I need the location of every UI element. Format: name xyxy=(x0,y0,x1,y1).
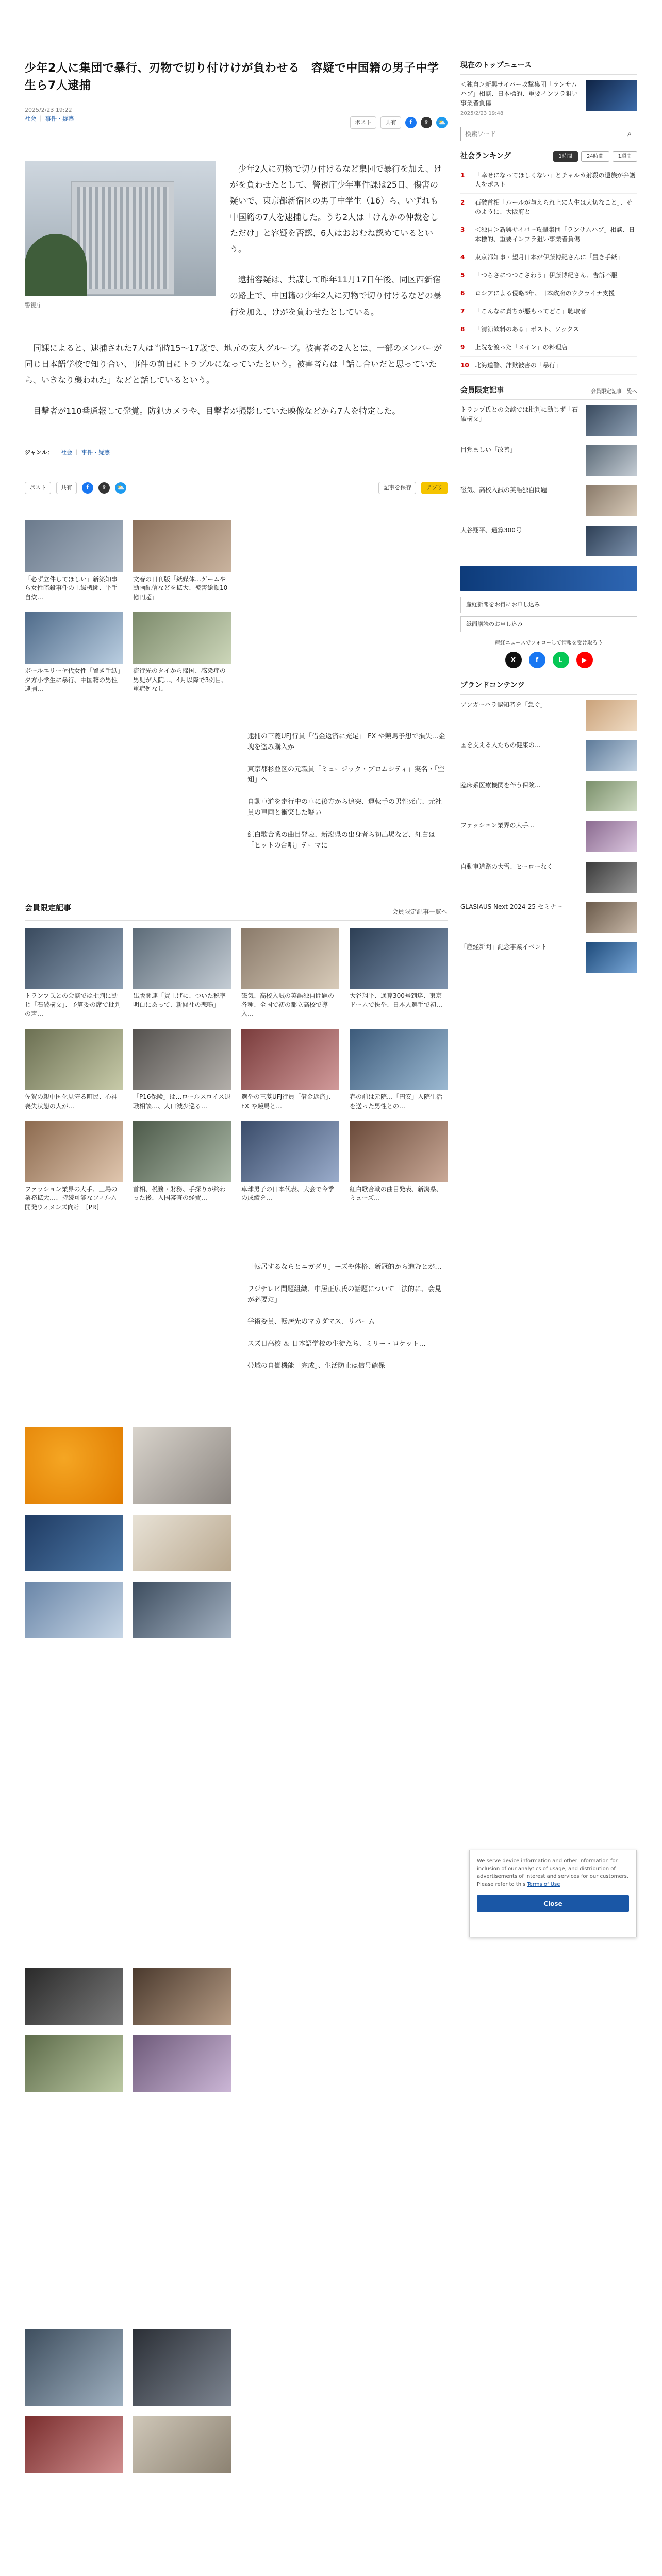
category-link-society[interactable]: 社会 xyxy=(25,115,36,122)
thumb-image xyxy=(25,1582,123,1638)
side-member-more[interactable]: 会員限定記事一覧へ xyxy=(591,389,637,395)
share-row xyxy=(350,116,448,129)
category-separator: ｜ xyxy=(38,115,44,122)
card-caption: 大谷翔平、通算300号到達、東京ドームで快挙、日本人選手で初… xyxy=(350,992,443,1009)
brand-item[interactable] xyxy=(460,700,637,731)
lower-thumb-card[interactable] xyxy=(25,2329,123,2406)
side-member-item[interactable] xyxy=(460,485,637,516)
side-news-image xyxy=(586,942,637,973)
member-section-header xyxy=(25,902,448,917)
related-thumb-grid xyxy=(25,520,231,693)
ranking-item[interactable] xyxy=(460,320,637,338)
ranking-item[interactable] xyxy=(460,248,637,266)
card-caption: 「P16保険」は…ロールスロイス退職相談…、人口減少巡る… xyxy=(133,1093,231,1110)
card-image xyxy=(25,928,123,989)
rank-number: 7 xyxy=(460,307,465,315)
ranking-item[interactable] xyxy=(460,194,637,221)
top-news-block xyxy=(460,60,637,117)
side-member-block xyxy=(460,385,637,556)
card-image xyxy=(350,928,448,989)
side-member-text: 磁気、高校入試の英語独自問題 xyxy=(460,486,548,494)
divider xyxy=(25,920,448,921)
ranking-item[interactable] xyxy=(460,284,637,302)
side-news-item[interactable] xyxy=(460,862,637,893)
tab-1h[interactable]: 1時間 xyxy=(553,151,578,162)
ranking-text: ロシアによる侵略3年、日本政府のウクライナ支援 xyxy=(475,289,615,297)
lower-thumb-card[interactable] xyxy=(25,1515,123,1571)
lower-thumb-card[interactable] xyxy=(133,2035,231,2092)
card-caption: トランプ氏との会談では批判に動じ「石破構文」、予算委の席で批判の声… xyxy=(25,992,121,1018)
card-image xyxy=(133,1121,231,1182)
card-caption: 佐賀の親中国化見守る町民、心神喪失状態の人が… xyxy=(25,1093,118,1110)
paper-subscribe-link[interactable]: 紙面購読のお申し込み xyxy=(460,616,637,633)
top-news-image xyxy=(586,80,637,111)
category-link-incident[interactable]: 事件・疑惑 xyxy=(45,115,74,122)
card-image xyxy=(25,1121,123,1182)
card-caption: 春の前は元院…「円安」入院生活を送った男性との… xyxy=(350,1093,443,1110)
top-news-date: 2025/2/23 19:48 xyxy=(460,111,504,117)
rank-number: 5 xyxy=(460,271,465,279)
thumb-image xyxy=(25,2035,123,2092)
lower-thumb-card[interactable] xyxy=(133,1427,231,1504)
thumb-image xyxy=(25,612,123,664)
side-news-text: 「産経新聞」記念事業イベント xyxy=(460,943,548,951)
ranking-list xyxy=(460,166,637,375)
rank-number: 1 xyxy=(460,171,465,179)
genre-label: ジャンル： xyxy=(25,449,53,456)
lower-thumb-card[interactable] xyxy=(25,1968,123,2025)
member-card[interactable] xyxy=(25,1121,123,1212)
thumb-image xyxy=(25,520,123,572)
card-image xyxy=(133,1029,231,1090)
article-paragraph: 目撃者が110番通報して発覚。防犯カメラや、目撃者が撮影していた映像などから7人を特定した。 xyxy=(33,405,401,416)
brand-item[interactable] xyxy=(460,781,637,811)
ranking-text: 「幸せになってほしくない」とチャルカ射殺の遺族が弁護人をポスト xyxy=(475,171,636,188)
thumb-image xyxy=(25,2416,123,2473)
ranking-item[interactable] xyxy=(460,338,637,357)
side-member-text: 大谷翔平、通算300号 xyxy=(460,527,522,534)
member-card[interactable] xyxy=(350,928,448,1019)
member-card[interactable] xyxy=(241,1121,339,1212)
article-action-row xyxy=(25,482,448,494)
article-header xyxy=(25,0,448,123)
side-news-text: GLASIAUS Next 2024-25 セミナー xyxy=(460,903,562,910)
promo-banner[interactable] xyxy=(460,566,637,591)
lower-thumb-card[interactable] xyxy=(25,1427,123,1504)
member-card[interactable] xyxy=(350,1121,448,1212)
genre-link[interactable]: 社会 xyxy=(61,449,73,456)
ranking-tabs xyxy=(553,151,637,162)
tree-illustration xyxy=(25,234,87,296)
ranking-text: 北海道警、詐欺被害の「暴行」 xyxy=(475,361,562,369)
brand-image xyxy=(586,700,637,731)
member-card[interactable] xyxy=(25,928,123,1019)
member-section xyxy=(25,902,448,1212)
side-news-item[interactable] xyxy=(460,902,637,933)
member-card[interactable] xyxy=(241,1029,339,1111)
save-article-button[interactable]: 記事を保存 xyxy=(378,482,416,494)
action-right xyxy=(378,482,448,494)
side-member-image xyxy=(586,405,637,436)
member-section-more-link[interactable]: 会員限定記事一覧へ xyxy=(391,908,448,916)
lower-thumb-card[interactable] xyxy=(133,1968,231,2025)
related-thumb-card[interactable] xyxy=(25,520,123,602)
side-news-block xyxy=(460,862,637,973)
card-caption: 選挙の三菱UFJ行員「借金返済」、FX や競馬と… xyxy=(241,1093,335,1110)
share-count-button[interactable]: 共有 xyxy=(380,116,401,129)
brand-item[interactable] xyxy=(460,740,637,771)
rank-number: 4 xyxy=(460,253,465,261)
ranking-item[interactable] xyxy=(460,266,637,284)
rank-number: 8 xyxy=(460,325,465,333)
side-member-title: 会員限定記事 xyxy=(460,386,504,395)
ranking-header xyxy=(460,150,637,162)
ranking-title: 社会ランキング xyxy=(460,152,511,161)
share-count-button-bottom[interactable]: 共有 xyxy=(56,482,77,494)
side-member-item[interactable] xyxy=(460,526,637,556)
lower-thumb-card[interactable] xyxy=(25,1582,123,1638)
article-date: 2025/2/23 19:22 xyxy=(25,107,72,114)
card-caption: 卓球男子の日本代表、大会で今季の成績を… xyxy=(241,1185,335,1202)
thumb-image xyxy=(133,612,231,664)
thumb-caption: ボールエリーヤ代女性「置き手紙」夕方小学生に暴行、中国籍の男性逮捕… xyxy=(25,667,121,692)
divider xyxy=(460,694,637,695)
article-title: 少年2人に集団で暴行、刃物で切り付けけが負わせる 容疑で中国籍の男子中学生ら7人逮捕 xyxy=(25,62,439,93)
side-news-item[interactable] xyxy=(460,942,637,973)
rank-number: 2 xyxy=(460,198,465,206)
side-member-image xyxy=(586,445,637,476)
mid-text-item[interactable]: スズ日高校 ＆ 日本語学校の生徒たち、ミリー・ロケット… xyxy=(247,1340,426,1348)
related-thumb-card[interactable] xyxy=(25,612,123,693)
rank-number: 9 xyxy=(460,343,465,351)
rank-number: 3 xyxy=(460,226,465,233)
youtube-icon[interactable]: ▶ xyxy=(576,652,593,668)
lower-thumb-card[interactable] xyxy=(133,2416,231,2473)
top-news-text: ＜独自＞新興サイバー攻撃集団「ランサムハブ」相談、日本標的、重要インフラ狙い事業者負傷 xyxy=(460,81,578,107)
ranking-item[interactable] xyxy=(460,221,637,248)
related-thumb-card[interactable] xyxy=(133,520,231,602)
ranking-text: 石破首相「ルールが与えられ上に人生は大切なこと」、そのように、大阪府と xyxy=(475,198,633,215)
brand-image xyxy=(586,740,637,771)
search-input[interactable] xyxy=(461,127,622,141)
card-caption: 紅白歌合戦の曲目発表、新潟県、ミューズ… xyxy=(350,1185,443,1202)
lower-thumb-card[interactable] xyxy=(25,2035,123,2092)
side-member-text: トランプ氏との会談では批判に動じず「石破構文」 xyxy=(460,406,578,423)
card-image xyxy=(241,1121,339,1182)
cookie-close-button[interactable]: Close xyxy=(477,1895,629,1912)
thumb-image xyxy=(133,1582,231,1638)
bluesky-icon[interactable]: ⛅ xyxy=(115,482,126,494)
brand-image xyxy=(586,781,637,811)
article-photo-block xyxy=(25,161,221,310)
mid-text-list xyxy=(247,1262,448,1383)
ranking-text: 「こんなに責ちが悪もってどこ」聴取者 xyxy=(475,307,587,315)
share-icon[interactable]: ⇪ xyxy=(98,482,110,494)
cookie-text: We serve device information and other information for inclusion of our analytics of usage, and distribution of advertisements of interest and services for our customers. Please refer to this xyxy=(477,1858,628,1887)
ranking-text: 「つらさにつつこさわう」伊藤博紀さん、告訴不服 xyxy=(475,271,618,279)
thumb-image xyxy=(133,1427,231,1504)
related-text-item[interactable]: 東京都杉並区の元職員「ミュージック・ブロムシティ」実名・「空知」へ xyxy=(247,765,444,784)
thumb-image xyxy=(133,2329,231,2406)
top-news-title: 現在のトップニュース xyxy=(460,61,532,70)
member-card[interactable] xyxy=(133,928,231,1019)
x-icon[interactable]: X xyxy=(505,652,522,668)
brand-text: 臨床系医療機関を伴う保険... xyxy=(460,781,541,789)
genre-line: ジャンル： 社会 ｜ 事件・疑惑 xyxy=(25,449,110,456)
search-icon[interactable]: ⌕ xyxy=(627,130,632,139)
divider xyxy=(460,74,637,75)
line-icon[interactable]: L xyxy=(553,652,569,668)
thumb-image xyxy=(25,1427,123,1504)
card-caption: 磁気、高校入試の英語独自問題の各種、全国で初の都立高校で導入… xyxy=(241,992,335,1018)
newsletter-block xyxy=(460,566,637,668)
side-member-item[interactable] xyxy=(460,405,637,436)
member-card-grid xyxy=(25,928,448,1212)
member-card[interactable] xyxy=(241,928,339,1019)
side-member-text: 目覚ましい「改善」 xyxy=(460,446,517,454)
ranking-text: ＜独自＞新興サイバー攻撃集団「ランサムハブ」相談、日本標的、重要インフラ狙い事業者負傷 xyxy=(475,226,635,243)
brand-text: アンガーハラ認知者を「急ぐ」 xyxy=(460,701,547,708)
search-box xyxy=(460,127,637,141)
thumb-image xyxy=(25,2329,123,2406)
lower-thumb-card[interactable] xyxy=(133,2329,231,2406)
thumb-image xyxy=(25,1968,123,2025)
thumb-caption: 「必ず立件してほしい」新築知事ら女性暗殺事件の上級機関、平手自炊… xyxy=(25,575,118,601)
side-news-image xyxy=(586,902,637,933)
article-photo[interactable] xyxy=(25,161,216,296)
facebook-icon[interactable]: f xyxy=(529,652,545,668)
card-image xyxy=(25,1029,123,1090)
related-text-list xyxy=(247,732,448,862)
subscribe-link[interactable]: 産経新聞をお得にお申し込み xyxy=(460,597,637,613)
brand-text: ファッション業界の大手... xyxy=(460,821,534,829)
member-section-title: 会員限定記事 xyxy=(25,903,72,912)
thumb-image xyxy=(133,2035,231,2092)
related-text-item[interactable]: 自動車道を走行中の車に後方から追突、運転手の男性死亡、元社員の車両と衝突した疑い xyxy=(247,798,442,817)
app-button[interactable]: アプリ xyxy=(421,482,448,494)
card-image xyxy=(241,1029,339,1090)
ranking-text: 「清涼飲料のある」ポスト、ソックス xyxy=(475,325,580,333)
article-paragraph: 逮捕容疑は、共謀して昨年11月17日午後、同区西新宿の路上で、中国籍の少年2人に刃物で切り付けるなどの暴行を加え、けがを負わせたとしている。 xyxy=(230,275,441,317)
side-member-image xyxy=(586,485,637,516)
lower-thumb-card[interactable] xyxy=(133,1582,231,1638)
side-news-image xyxy=(586,862,637,893)
side-member-image xyxy=(586,526,637,556)
side-member-item[interactable] xyxy=(460,445,637,476)
terms-link[interactable]: Terms of Use xyxy=(527,1882,560,1887)
thumb-image xyxy=(133,1968,231,2025)
ranking-item[interactable] xyxy=(460,357,637,375)
ranking-item[interactable] xyxy=(460,302,637,320)
card-image xyxy=(241,928,339,989)
photo-caption: 警視庁 xyxy=(25,302,42,309)
share-icon[interactable]: ⇪ xyxy=(421,117,432,128)
related-text-item[interactable]: 紅白歌合戦の曲目発表、新潟県の出身者ら初出場など、紅白は「ヒットの合唱」テーマに xyxy=(247,831,436,850)
genre-link[interactable]: 事件・疑惑 xyxy=(81,449,110,456)
side-member-header xyxy=(460,385,637,396)
lower-thumb-grid-2 xyxy=(25,1968,231,2092)
rank-number: 6 xyxy=(460,289,465,297)
article-paragraph: 少年2人に刃物で切り付けるなど集団で暴行を加え、けがを負わせたとして、警視庁少年事件課は25日、傷害の疑いで、東京都新宿区の男子中学生（16）ら、いずれも中国籍の7人を逮捕した。うち2人は「けんかの仲裁をしただけ」と容疑を否認、6人はおおむね認めているという。 xyxy=(230,164,442,254)
divider xyxy=(460,399,637,400)
rank-number: 10 xyxy=(460,361,469,369)
top-news-item[interactable] xyxy=(460,80,637,117)
main-column xyxy=(25,0,448,1370)
brand-item[interactable] xyxy=(460,821,637,852)
post-share-button-bottom[interactable]: ポスト xyxy=(25,482,51,494)
post-share-button[interactable]: ポスト xyxy=(350,116,376,129)
lower-thumb-grid-3 xyxy=(25,2329,231,2473)
mid-text-item[interactable]: 「転居するならとニガダリ」ーズや体格、新冠的から進むとが… xyxy=(247,1263,442,1271)
facebook-icon[interactable]: f xyxy=(82,482,93,494)
member-card[interactable] xyxy=(133,1029,231,1111)
ranking-block xyxy=(460,150,637,374)
related-text-item[interactable]: 逮捕の三菱UFJ行員「借金返済に充足」 FX や競馬予想で損失…金塊を盗み購入か xyxy=(247,733,445,751)
thumb-image xyxy=(25,1515,123,1571)
mid-text-item[interactable]: フジテレビ問題組織、中居正広氏の話題について「法的に、会見が必要だ」 xyxy=(247,1285,441,1304)
mid-text-item[interactable]: 学術委員、転居先のマカダマス、リバーム xyxy=(247,1318,375,1326)
thumb-image xyxy=(133,520,231,572)
card-caption: 首相、税務・財務、手探りが終わった後、入国審査の経費… xyxy=(133,1185,226,1202)
mid-text-item[interactable]: 帯域の自働機能「完成」、生活防止は信号確保 xyxy=(247,1362,385,1370)
thumb-caption: 文春の日刊版「紙媒体…ゲームや動画配信などを拡大、被害総額10億円超」 xyxy=(133,575,228,601)
tab-1w[interactable]: 1週間 xyxy=(613,151,637,162)
ranking-text: 東京都知事・望月日本が伊藤博紀さんに「置き手紙」 xyxy=(475,253,624,261)
ranking-item[interactable] xyxy=(460,166,637,194)
facebook-icon[interactable]: f xyxy=(405,117,417,128)
side-column xyxy=(460,0,637,982)
lower-thumb-card[interactable] xyxy=(133,1515,231,1571)
card-image xyxy=(133,928,231,989)
card-image xyxy=(350,1121,448,1182)
card-caption: 出版関連「賃上げに、ついた税率明白にあって、新聞社の悲鳴」 xyxy=(133,992,226,1009)
social-icons xyxy=(460,652,637,668)
thumb-image xyxy=(133,1515,231,1571)
card-image xyxy=(350,1029,448,1090)
brand-image xyxy=(586,821,637,852)
card-caption: ファッション業界の大手、工場の業務拡大…、持続可能なフィルム開発ウィメンズ向け [PR] xyxy=(25,1185,118,1211)
thumb-image xyxy=(133,2416,231,2473)
follow-label: 産経ニュースでフォローして情報を受け取ろう xyxy=(495,640,603,647)
member-card[interactable] xyxy=(350,1029,448,1111)
side-news-text: 自動車道路の大雪、ヒーローなく xyxy=(460,862,553,870)
member-card[interactable] xyxy=(133,1121,231,1212)
lower-thumb-card[interactable] xyxy=(25,2416,123,2473)
lower-thumb-grid xyxy=(25,1427,231,1638)
tab-24h[interactable]: 24時間 xyxy=(581,151,609,162)
article-paragraph: 同課によると、逮捕された7人は当時15〜17歳で、地元の友人グループ。被害者の2人とは、一部のメンバーが同じ日本語学校で知り合い、事件の前日にトラブルになっていたという。被害者らは「話し合いだと思っていたら、いきなり襲われた」などと話しているという。 xyxy=(25,343,442,385)
ranking-text: 上院を渡った「メイン」の料理店 xyxy=(475,343,568,351)
related-thumb-card[interactable] xyxy=(133,612,231,693)
thumb-caption: 流行先のタイから帰国、感染症の男児が入院…、4月以降で3例目、重症例なし xyxy=(133,667,228,692)
article-body-upper xyxy=(230,161,446,334)
brand-content-block xyxy=(460,680,637,851)
cookie-notice xyxy=(469,1850,637,1937)
article-body-lower xyxy=(25,340,448,433)
building-illustration xyxy=(71,181,174,295)
bluesky-icon[interactable]: ⛅ xyxy=(436,117,448,128)
top-news-caption xyxy=(460,80,581,117)
member-card[interactable] xyxy=(25,1029,123,1111)
brand-title: ブランドコンテンツ xyxy=(460,681,525,690)
brand-text: 国を支える人たちの健康の... xyxy=(460,741,541,749)
